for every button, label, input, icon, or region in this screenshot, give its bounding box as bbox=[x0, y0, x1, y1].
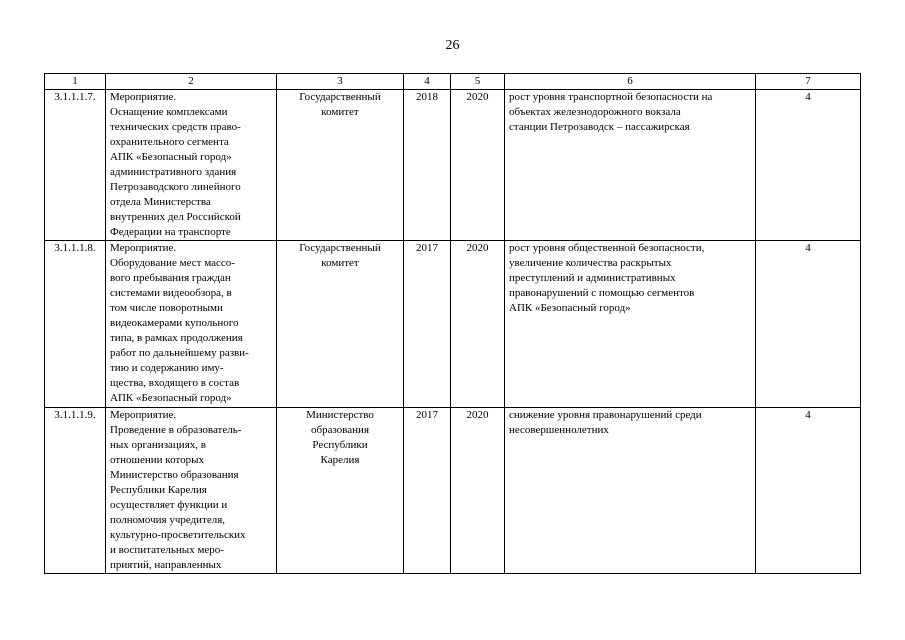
measure-name-line: технических средств право- bbox=[110, 121, 241, 133]
start-year: 2018 bbox=[404, 90, 451, 241]
measure-executor bbox=[277, 90, 404, 241]
measure-name-line: тию и содержанию иму- bbox=[110, 362, 224, 374]
header-cell-7: 7 bbox=[756, 74, 861, 90]
measure-executor-line: Республики bbox=[312, 439, 368, 451]
measure-name-line: административного здания bbox=[110, 166, 237, 178]
measure-executor-line: Государственный bbox=[299, 91, 381, 103]
measure-name bbox=[106, 408, 277, 574]
header-cell-4: 4 bbox=[404, 74, 451, 90]
measure-name-line: системами видеообзора, в bbox=[110, 287, 232, 299]
header-row bbox=[45, 74, 861, 90]
measure-name-line: Федерации на транспорте bbox=[110, 226, 231, 238]
expected-result-line: объектах железнодорожного вокзала bbox=[509, 106, 681, 118]
table-row bbox=[45, 241, 861, 408]
expected-result-line: снижение уровня правонарушений среди bbox=[509, 409, 702, 421]
expected-result bbox=[505, 408, 756, 574]
measure-name-line: отношении которых bbox=[110, 454, 205, 466]
measure-name-line: видеокамерами купольного bbox=[110, 317, 239, 329]
measure-executor-line: комитет bbox=[321, 257, 359, 269]
header-cell-2: 2 bbox=[106, 74, 277, 90]
measure-name-line: и воспитательных меро- bbox=[110, 544, 224, 556]
measures-table bbox=[44, 73, 861, 574]
measure-name-line: приятий, направленных bbox=[110, 559, 222, 571]
measure-name-line: том числе поворотными bbox=[110, 302, 223, 314]
measure-name-line: работ по дальнейшему разви- bbox=[110, 347, 249, 359]
measure-executor-line: Государственный bbox=[299, 242, 381, 254]
start-year: 2017 bbox=[404, 408, 451, 574]
measure-name-line: щества, входящего в состав bbox=[110, 377, 240, 389]
expected-result bbox=[505, 241, 756, 408]
expected-result-line: несовершеннолетних bbox=[509, 424, 609, 436]
measure-name-line: Оснащение комплексами bbox=[110, 106, 228, 118]
measure-name-line: Мероприятие. bbox=[110, 409, 177, 421]
indicator-link: 4 bbox=[756, 90, 861, 241]
measure-name-line: Мероприятие. bbox=[110, 242, 177, 254]
measure-name-line: культурно-просветительских bbox=[110, 529, 246, 541]
expected-result-line: рост уровня общественной безопасности, bbox=[509, 242, 705, 254]
indicator-link: 4 bbox=[756, 241, 861, 408]
start-year: 2017 bbox=[404, 241, 451, 408]
measure-executor bbox=[277, 408, 404, 574]
measure-number: 3.1.1.1.9. bbox=[45, 408, 106, 574]
measure-name-line: полномочия учредителя, bbox=[110, 514, 226, 526]
expected-result bbox=[505, 90, 756, 241]
measure-name-line: отдела Министерства bbox=[110, 196, 211, 208]
expected-result-line: станции Петрозаводск – пассажирская bbox=[509, 121, 690, 133]
measure-name bbox=[106, 241, 277, 408]
expected-result-line: увеличение количества раскрытых bbox=[509, 257, 672, 269]
measure-name-line: Петрозаводского линейного bbox=[110, 181, 241, 193]
header-cell-3: 3 bbox=[277, 74, 404, 90]
measure-name-line: Проведение в образователь- bbox=[110, 424, 242, 436]
measure-name-line: АПК «Безопасный город» bbox=[110, 392, 232, 404]
page-number: 26 bbox=[445, 38, 460, 53]
measure-name-line: типа, в рамках продолжения bbox=[110, 332, 243, 344]
table-row bbox=[45, 90, 861, 241]
measure-executor-line: комитет bbox=[321, 106, 359, 118]
table-row bbox=[45, 408, 861, 574]
measure-executor-line: Карелия bbox=[320, 454, 360, 466]
expected-result-line: АПК «Безопасный город» bbox=[509, 302, 631, 314]
header-cell-5: 5 bbox=[451, 74, 505, 90]
indicator-link: 4 bbox=[756, 408, 861, 574]
measure-name-line: Министерство образования bbox=[110, 469, 239, 481]
measure-name-line: вого пребывания граждан bbox=[110, 272, 231, 284]
header-cell-1: 1 bbox=[45, 74, 106, 90]
measure-name-line: Оборудование мест массо- bbox=[110, 257, 235, 269]
measure-name-line: охранительного сегмента bbox=[110, 136, 229, 148]
end-year: 2020 bbox=[451, 241, 505, 408]
end-year: 2020 bbox=[451, 408, 505, 574]
measure-name-line: осуществляет функции и bbox=[110, 499, 228, 511]
expected-result-line: рост уровня транспортной безопасности на bbox=[509, 91, 713, 103]
expected-result-line: преступлений и административных bbox=[509, 272, 676, 284]
measure-name-line: внутренних дел Российской bbox=[110, 211, 241, 223]
expected-result-line: правонарушений с помощью сегментов bbox=[509, 287, 695, 299]
measure-name bbox=[106, 90, 277, 241]
measure-name-line: ных организациях, в bbox=[110, 439, 206, 451]
measure-name-line: Мероприятие. bbox=[110, 91, 177, 103]
header-cell-6: 6 bbox=[505, 74, 756, 90]
measure-executor-line: образования bbox=[310, 424, 370, 436]
end-year: 2020 bbox=[451, 90, 505, 241]
measure-name-line: Республики Карелия bbox=[110, 484, 207, 496]
measure-executor-line: Министерство bbox=[306, 409, 374, 421]
measure-executor bbox=[277, 241, 404, 408]
measure-name-line: АПК «Безопасный город» bbox=[110, 151, 232, 163]
measure-number: 3.1.1.1.7. bbox=[45, 90, 106, 241]
measure-number: 3.1.1.1.8. bbox=[45, 241, 106, 408]
